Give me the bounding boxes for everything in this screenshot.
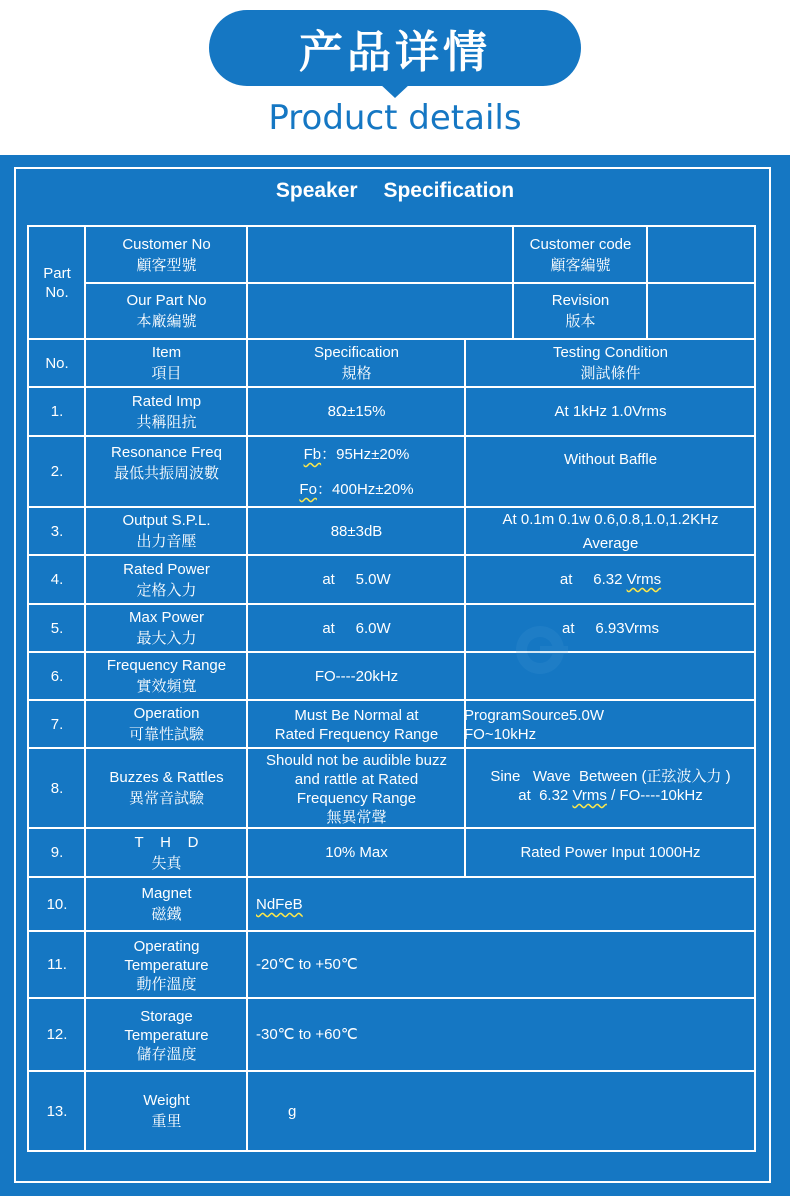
spec-line1: Should not be audible buzz <box>266 751 447 769</box>
row-no: 2. <box>50 463 64 480</box>
row-item <box>86 437 247 507</box>
banner-pointer <box>380 84 410 98</box>
row-value: g <box>288 1102 297 1120</box>
item-cn: 定格入力 <box>136 580 197 599</box>
spec-panel <box>0 155 790 1196</box>
item-cn: 最低共振周波數 <box>113 464 219 482</box>
spec-line2: and rattle at Rated <box>294 770 419 788</box>
customer-no-en: Customer No <box>122 235 211 253</box>
row-item <box>86 932 247 998</box>
row-item <box>86 508 247 555</box>
row-no: 7. <box>50 715 64 733</box>
row-spec: 88±3dB <box>330 522 383 540</box>
test-line2: FO~10kHz <box>464 725 537 743</box>
item-cn: 實效頻寬 <box>136 677 197 695</box>
test-line2-unit: Vrms <box>572 787 607 804</box>
row-spec: FO----20kHz <box>314 667 399 685</box>
item-cn: 重里 <box>151 1112 182 1130</box>
col-spec-header <box>248 340 465 387</box>
col-no-header <box>29 340 85 387</box>
item-en: Buzzes & Rattles <box>109 769 224 786</box>
item-cn: 磁鐵 <box>151 905 182 923</box>
part-no-label <box>29 227 85 339</box>
row-test <box>466 556 755 604</box>
item-en: Operation <box>133 705 200 722</box>
test-line2-c: / FO----10kHz <box>606 787 703 804</box>
row-no: 3. <box>50 522 64 540</box>
test-line2-a: at 6.32 <box>518 787 573 804</box>
spec-fb <box>304 445 410 464</box>
row-no: 5. <box>50 619 64 637</box>
value-text: NdFeB <box>256 896 303 913</box>
customer-no-value[interactable] <box>248 227 513 283</box>
row-spec: at 6.0W <box>322 619 391 637</box>
spec-title-specification: Specification <box>383 179 515 202</box>
row-item <box>86 388 247 436</box>
item-cn: 異常音試驗 <box>128 789 204 807</box>
spec-line4: 無異常聲 <box>326 807 387 826</box>
spec-fo-value: ：400Hz±20% <box>316 481 414 498</box>
customer-code-label <box>514 227 647 283</box>
col-spec-cn: 規格 <box>341 364 372 382</box>
item-en: Rated Power <box>123 560 210 578</box>
spec-fo <box>299 480 413 499</box>
part-label-line2: No. <box>45 284 69 301</box>
row-test: Rated Power Input 1000Hz <box>520 844 701 861</box>
row-test: Without Baffle <box>563 451 658 468</box>
col-test-cn: 測試條件 <box>580 364 641 382</box>
col-spec-en: Specification <box>313 344 400 361</box>
page-title-cn: 产品详情 <box>299 27 491 78</box>
part-label-line1: Part <box>43 265 71 282</box>
item-cn: 失真 <box>151 853 182 872</box>
customer-no-cn: 顧客型號 <box>136 255 197 274</box>
row-test <box>464 701 755 748</box>
item-en: Rated Imp <box>131 392 202 410</box>
row-no: 12. <box>46 1026 68 1043</box>
row-no: 13. <box>46 1102 68 1120</box>
row-no: 8. <box>50 779 64 797</box>
spec-title-speaker: Speaker <box>275 179 358 202</box>
row-test <box>466 749 755 828</box>
item-en: Output S.P.L. <box>122 512 211 529</box>
row-value: -30℃ to +60℃ <box>256 1026 358 1043</box>
row-item <box>86 878 247 931</box>
row-no: 11. <box>47 956 67 973</box>
customer-code-cn: 顧客編號 <box>550 255 611 274</box>
spec-fo-label: Fo <box>299 481 317 498</box>
row-item <box>86 999 247 1071</box>
row-spec: at 5.0W <box>322 571 391 588</box>
test-value-unit: Vrms <box>626 571 662 588</box>
row-item <box>86 556 247 604</box>
our-part-no-label <box>86 284 247 339</box>
test-line1: Sine Wave Between (正弦波入力 ) <box>490 768 731 785</box>
page-title-en: Product details <box>268 98 522 138</box>
item-cn: 出力音壓 <box>136 532 197 550</box>
row-no: 4. <box>50 571 64 588</box>
spec-fb-value: ：95Hz±20% <box>321 446 410 463</box>
item-en: Resonance Freq <box>111 444 222 461</box>
spec-line1: Must Be Normal at <box>294 706 419 724</box>
item-cn: 動作溫度 <box>136 974 197 993</box>
test-line1: At 0.1m 0.1w 0.6,0.8,1.0,1.2KHz <box>502 510 719 528</box>
item-en-line1: Operating <box>133 937 200 955</box>
spec-fb-label: Fb <box>303 446 322 463</box>
row-test: at 6.93Vrms <box>562 619 659 637</box>
row-no: 1. <box>50 403 64 420</box>
col-test-en: Testing Condition <box>552 344 669 361</box>
row-value <box>248 878 755 931</box>
row-test <box>466 508 755 555</box>
row-item <box>86 605 247 652</box>
col-no-text: No. <box>45 355 69 372</box>
item-en: Frequency Range <box>106 657 227 674</box>
item-en: Weight <box>143 1092 190 1109</box>
our-part-no-value[interactable] <box>248 284 513 339</box>
item-cn: 儲存溫度 <box>136 1044 197 1063</box>
test-line2 <box>518 786 703 805</box>
customer-code-en: Customer code <box>529 235 632 253</box>
revision-value[interactable] <box>648 284 755 339</box>
col-item-en: Item <box>151 344 182 361</box>
row-item <box>86 653 247 700</box>
row-no: 9. <box>50 844 64 861</box>
row-item <box>86 749 247 828</box>
row-item <box>86 1072 247 1151</box>
customer-code-value[interactable] <box>648 227 755 283</box>
row-spec: 8Ω±15% <box>327 403 386 420</box>
test-value <box>560 571 661 589</box>
row-item <box>86 829 247 877</box>
item-en-line1: Storage <box>140 1007 193 1025</box>
item-cn: 共稱阻抗 <box>136 412 197 431</box>
row-spec <box>248 437 465 507</box>
row-spec: 10% Max <box>325 844 388 861</box>
revision-en: Revision <box>551 292 610 309</box>
revision-cn: 版本 <box>565 312 596 330</box>
item-en: T H D <box>134 833 199 851</box>
item-en-line2: Temperature <box>124 1026 209 1044</box>
spec-line2: Rated Frequency Range <box>274 725 439 743</box>
spec-line3: Frequency Range <box>296 789 417 807</box>
row-no: 10. <box>46 895 68 913</box>
customer-no-label <box>86 227 247 283</box>
item-en: Max Power <box>128 609 205 626</box>
row-spec <box>248 701 465 748</box>
row-test: At 1kHz 1.0Vrms <box>554 403 667 420</box>
row-value: -20℃ to +50℃ <box>256 956 358 973</box>
item-cn: 最大入力 <box>136 629 197 647</box>
row-item <box>86 701 247 748</box>
row-test <box>466 653 755 700</box>
item-cn: 可靠性試驗 <box>128 725 204 743</box>
revision-label <box>514 284 647 339</box>
test-line1: ProgramSource5.0W <box>464 706 605 724</box>
row-spec <box>248 749 465 828</box>
col-item-header <box>86 340 247 387</box>
title-banner <box>209 10 581 86</box>
col-test-header <box>466 340 755 387</box>
col-item-cn: 項目 <box>151 364 182 382</box>
our-part-en: Our Part No <box>126 292 207 309</box>
item-en-line2: Temperature <box>124 956 209 974</box>
test-value-a: at 6.32 <box>559 571 627 588</box>
item-en: Magnet <box>141 885 192 902</box>
our-part-cn: 本廠編號 <box>136 312 197 330</box>
row-no: 6. <box>50 667 64 685</box>
test-line2: Average <box>582 534 639 552</box>
